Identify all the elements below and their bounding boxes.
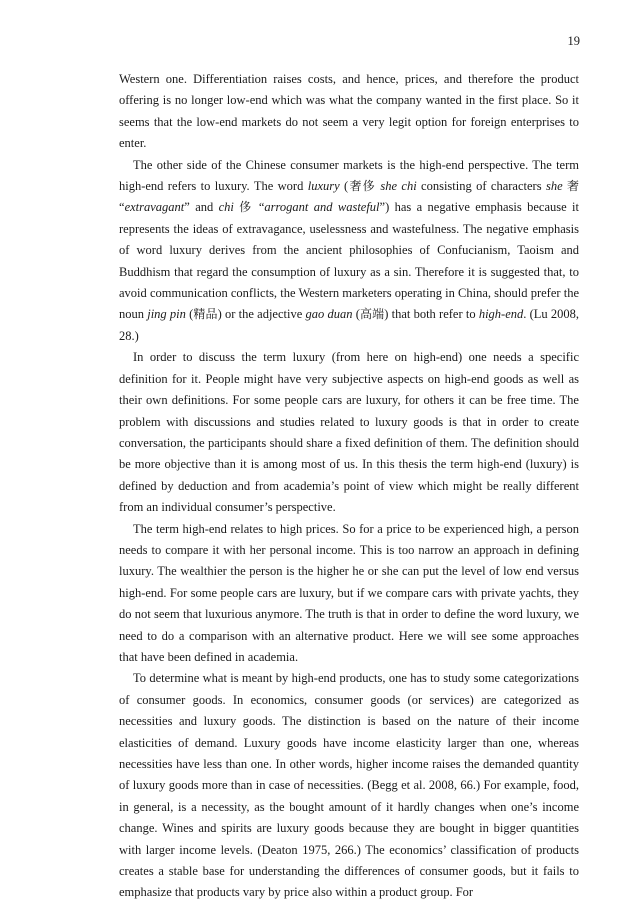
paragraph: [119, 519, 579, 669]
chinese-characters: 侈: [239, 200, 254, 215]
text-run: “: [253, 200, 265, 215]
body-text: [119, 69, 579, 904]
italic-text: she chi: [380, 179, 417, 194]
italic-text: high-end: [478, 307, 524, 322]
italic-text: chi: [218, 200, 234, 215]
text-run: (: [185, 307, 194, 322]
chinese-characters: 高端: [359, 307, 385, 322]
italic-text: gao duan: [305, 307, 353, 322]
text-run: The term high-end relates to high prices. So for a price to be experienced high, a person needs to compare it with her personal income. This is too narrow an approach in defining luxury. The wealthier the person is the higher he or she can put the level of low end versus high-end. For some people cars are luxury, but if we compare cars with private yachts, they do not seem that luxurious anymore. The truth is that in order to define the word luxury, we need to do a comparison with an alternative product. Here we will see some approaches that have been defined in academia.: [119, 521, 579, 664]
paragraph: [119, 155, 579, 348]
italic-text: jing pin: [147, 307, 186, 322]
text-run: In order to discuss the term luxury (from here on high-end) one needs a specific definition for it. People might have very subjective aspects on high-end goods as well as their own definitions. For some people cars are luxury, for others it can be free time. The problem with discussions and studies related to luxury goods is that in order to create conversation, the participants should share a fixed definition of them. The definition should be more objective than it is among most of us. In this thesis the term high-end (luxury) is defined by deduction and from academia’s point of view which might be really different from an individual consumer’s perspective.: [119, 350, 579, 515]
text-run: ” and: [184, 200, 219, 215]
italic-text: extravagant: [124, 200, 185, 215]
chinese-characters: 奢侈: [348, 179, 376, 194]
text-run: consisting of characters: [416, 179, 546, 194]
text-run: ) that both refer to: [384, 307, 479, 322]
chinese-characters: 奢: [567, 179, 580, 194]
italic-text: arrogant and wasteful: [264, 200, 380, 215]
text-run: To determine what is meant by high-end products, one has to study some categorizations of consumer goods. In economics, consumer goods (or services) are categorized as necessities and luxury goods. The distinction is based on the nature of their income elasticities of demand. Luxury goods have income elasticity larger than one, whereas necessities have less than one. In other words, higher income raises the demanded quantity of luxury goods more than in case of necessities. (Begg et al. 2008, 66.) For example, food, in general, is a necessity, as the bought amount of it hardly changes when one’s income change. Wines and spirits are luxury goods because they are bought in bigger quantities with larger income levels. (Deaton 1975, 266.) The economics’ classification of products creates a stable base for understanding the differences of consumer goods, but it fails to emphasize that products vary by price also within a product group. For: [119, 671, 579, 900]
italic-text: luxury: [307, 179, 340, 194]
paragraph: [119, 668, 579, 903]
chinese-characters: 精品: [193, 307, 218, 322]
text-run: ”) has a negative emphasis because it represents the ideas of extravagance, uselessness and wastefulness. The negative emphasis of word luxury derives from the ancient philosophies of Confucianism, Taoism and Buddhism that regard the consumption of luxury as a sin. Therefore it is suggested that, to avoid communication conflicts, the Western marketers operating in China, should prefer the noun: [119, 200, 579, 322]
text-run: The other side of the Chinese consumer markets is the high-end perspective. The term high-end refers to luxury. The word: [119, 157, 579, 194]
text-run: ) or the adjective: [217, 307, 306, 322]
text-run: (: [339, 179, 349, 194]
text-run: . (Lu 2008, 28.): [119, 307, 580, 343]
italic-text: she: [545, 179, 563, 194]
page-number: 19: [567, 34, 580, 48]
text-run: “: [119, 200, 125, 215]
paragraph: [119, 347, 579, 518]
text-run: (: [352, 307, 360, 322]
paragraph: [119, 69, 579, 155]
text-run: Western one. Differentiation raises costs, and hence, prices, and therefore the product offering is no longer low-end which was what the company wanted in the first place. So it seems that the low-end markets do not seem a very legit option for foreign enterprises to enter.: [119, 72, 579, 151]
